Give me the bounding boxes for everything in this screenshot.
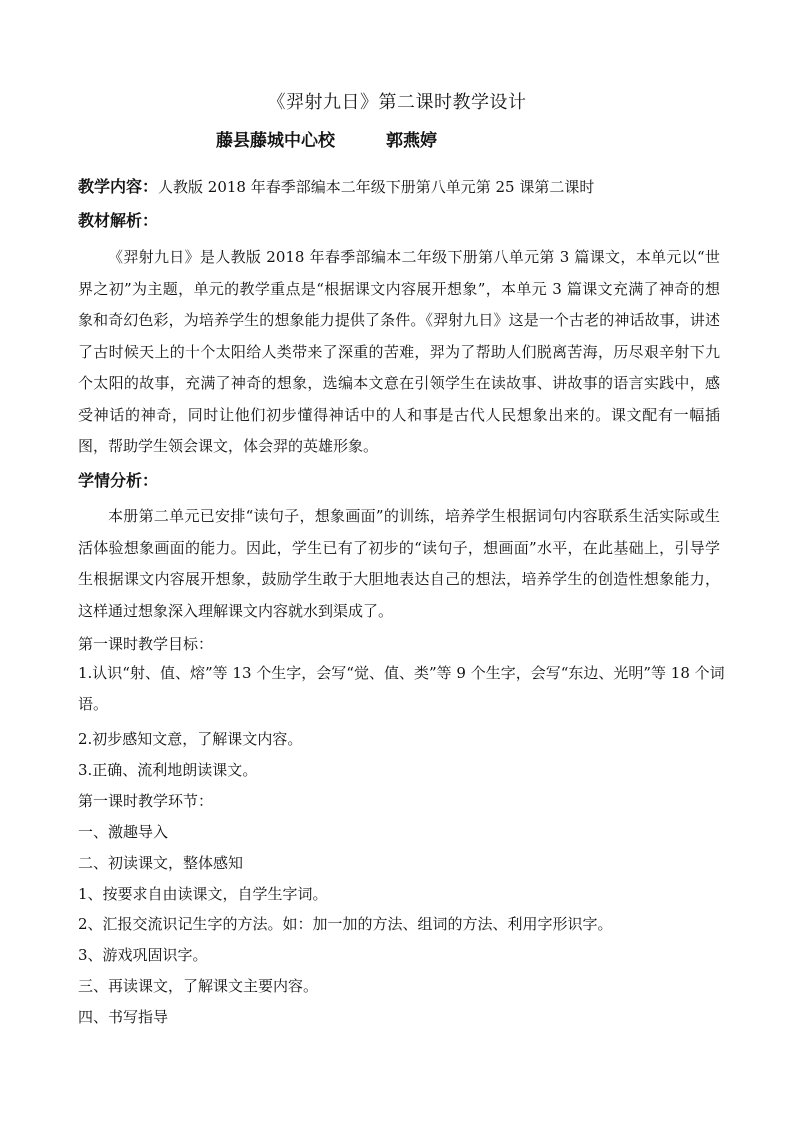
step-item-1: 一、激趣导入 [78, 823, 169, 841]
step-item-3: 三、再读课文，了解课文主要内容。 [78, 977, 319, 995]
author-name: 郭燕婷 [386, 131, 437, 151]
teaching-content-line [78, 174, 594, 197]
step-item-2-3: 3、游戏巩固识字。 [78, 946, 208, 964]
learner-analysis-heading: 学情分析： [78, 471, 159, 490]
analysis-paragraph: 《羿射九日》是人教版 2018 年春季部编本二年级下册第八单元第 3 篇课文，本单元以“世界之初”为主题，单元的教学重点是“根据课文内容展开想象”，本单元 3 篇课文充满了神奇的想象和奇幻色彩，为培养学生的想象能力提供了条件。《羿射九日》这是一个古老的神话故事，讲述了古时候天上的十个太阳给人类带来了深重的苦难，羿为了帮助人们脱离苦海，历尽艰辛射下九个太阳的故事，充满了神奇的想象，选编本文意在引领学生在读故事、讲故事的语言实践中，感受神话的神奇，同时让他们初步懂得神话中的人和事是古代人民想象出来的。课文配有一幅插图，帮助学生领会课文，体会羿的英雄形象。 [78, 248, 720, 455]
teaching-content-label: 教学内容： [78, 177, 159, 196]
step-item-2-1: 1、按要求自由读课文，自学生字词。 [78, 885, 328, 903]
goal-item-2: 2.初步感知文意，了解课文内容。 [78, 730, 303, 748]
step-item-2-2: 2、汇报交流识记生字的方法。如：加一加的方法、组词的方法、利用字形识字。 [78, 915, 613, 933]
goals-heading: 第一课时教学目标： [78, 635, 214, 653]
steps-heading: 第一课时教学环节： [78, 792, 214, 810]
analysis-heading: 教材解析： [78, 211, 159, 230]
teaching-content-text: 人教版 2018 年春季部编本二年级下册第八单元第 25 课第二课时 [158, 178, 595, 196]
goal-item-1: 1.认识“射、值、熔”等 13 个生字，会写“觉、值、类”等 9 个生字，会写“东边、光明”等 18 个词语。 [78, 664, 725, 713]
step-item-2: 二、初读课文，整体感知 [78, 854, 244, 872]
document-title: 《羿射九日》第二课时教学设计 [267, 92, 527, 113]
learner-analysis-paragraph: 本册第二单元已安排“读句子，想象画面”的训练，培养学生根据词句内容联系生活实际或生活体验想象画面的能力。因此，学生已有了初步的“读句子，想画面”水平，在此基础上，引导学生根据课文内容展开想象，鼓励学生敢于大胆地表达自己的想法，培养学生的创造性想象能力，这样通过想象深入理解课文内容就水到渠成了。 [78, 507, 720, 620]
goal-item-3: 3.正确、流利地朗读课文。 [78, 761, 258, 779]
step-item-4: 四、书写指导 [78, 1008, 169, 1026]
author-line [216, 126, 437, 151]
school-name: 藤县藤城中心校 [216, 131, 335, 151]
